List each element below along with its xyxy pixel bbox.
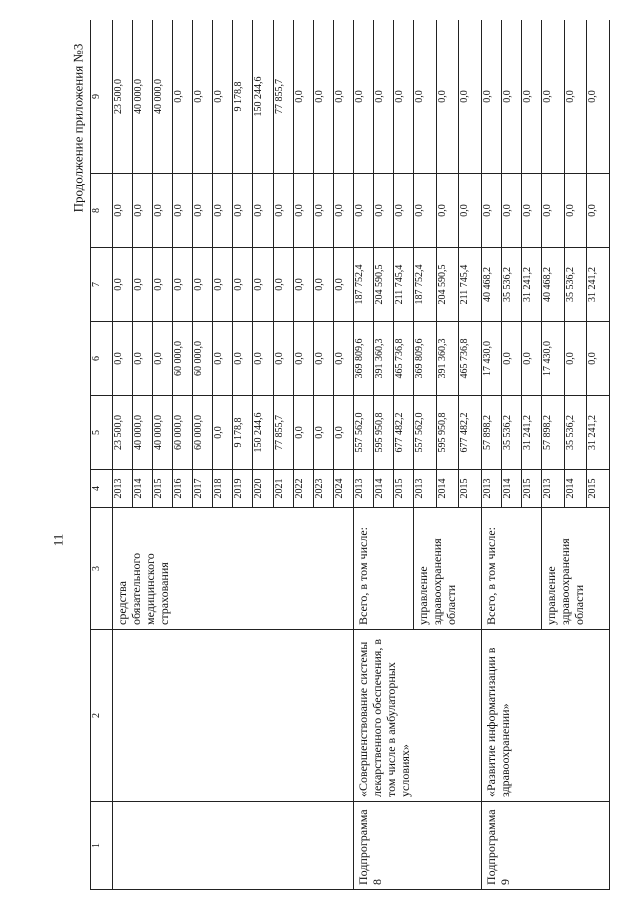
- amount-cell: 0,0: [333, 174, 353, 248]
- year-cell: 2014: [564, 470, 587, 508]
- year-cell: 2018: [213, 470, 233, 508]
- year-cell: 2014: [436, 470, 459, 508]
- amount-cell: 0,0: [564, 322, 587, 396]
- funding-source-cell: Всего, в том числе:: [354, 508, 414, 630]
- amount-cell: 391 360,3: [436, 322, 459, 396]
- header-row: [91, 20, 113, 890]
- amount-cell: 0,0: [273, 248, 293, 322]
- amount-cell: 0,0: [132, 248, 152, 322]
- continuation-title: Продолжение приложения №3: [70, 43, 86, 213]
- page-number: 11: [50, 533, 66, 547]
- amount-cell: 369 809,6: [414, 322, 437, 396]
- amount-cell: 0,0: [587, 174, 610, 248]
- amount-cell: 0,0: [394, 174, 414, 248]
- amount-cell: 0,0: [436, 174, 459, 248]
- program-code-cell: Подпрограмма 9: [481, 802, 609, 890]
- amount-cell: 35 536,2: [564, 248, 587, 322]
- amount-cell: 0,0: [112, 322, 132, 396]
- amount-cell: 0,0: [564, 20, 587, 174]
- program-code-cell: Подпрограмма 8: [354, 802, 482, 890]
- table-body: [91, 20, 610, 890]
- year-cell: 2013: [414, 470, 437, 508]
- amount-cell: 557 562,0: [414, 396, 437, 470]
- amount-cell: 0,0: [459, 174, 482, 248]
- amount-cell: 0,0: [112, 248, 132, 322]
- year-cell: 2014: [374, 470, 394, 508]
- amount-cell: 0,0: [213, 396, 233, 470]
- amount-cell: 0,0: [481, 20, 501, 174]
- amount-cell: 0,0: [112, 174, 132, 248]
- table-row: [354, 20, 374, 890]
- column-header: 7: [91, 248, 113, 322]
- year-cell: 2024: [333, 470, 353, 508]
- amount-cell: 0,0: [333, 248, 353, 322]
- amount-cell: 0,0: [172, 20, 192, 174]
- amount-cell: 0,0: [333, 322, 353, 396]
- amount-cell: 0,0: [502, 174, 522, 248]
- table-row: [481, 20, 501, 890]
- amount-cell: 0,0: [193, 20, 213, 174]
- program-name-cell: [112, 630, 354, 802]
- amount-cell: 0,0: [253, 322, 273, 396]
- amount-cell: 0,0: [172, 174, 192, 248]
- amount-cell: 77 855,7: [273, 20, 293, 174]
- amount-cell: 0,0: [522, 322, 542, 396]
- program-name-cell: «Развитие информатизации в здравоохранении»: [481, 630, 609, 802]
- amount-cell: 0,0: [313, 396, 333, 470]
- amount-cell: 77 855,7: [273, 396, 293, 470]
- amount-cell: 211 745,4: [394, 248, 414, 322]
- amount-cell: 0,0: [233, 248, 253, 322]
- amount-cell: 31 241,2: [587, 248, 610, 322]
- funding-source-cell: средства обязательного медицинского страхования: [112, 508, 354, 630]
- year-cell: 2013: [112, 470, 132, 508]
- amount-cell: 0,0: [293, 174, 313, 248]
- amount-cell: 211 745,4: [459, 248, 482, 322]
- amount-cell: 0,0: [233, 174, 253, 248]
- amount-cell: 0,0: [587, 20, 610, 174]
- amount-cell: 40 000,0: [152, 396, 172, 470]
- amount-cell: 391 360,3: [374, 322, 394, 396]
- amount-cell: 677 482,2: [459, 396, 482, 470]
- amount-cell: 0,0: [394, 20, 414, 174]
- amount-cell: 595 950,8: [374, 396, 394, 470]
- amount-cell: 9 178,8: [233, 396, 253, 470]
- amount-cell: 0,0: [213, 248, 233, 322]
- amount-cell: 595 950,8: [436, 396, 459, 470]
- year-cell: 2013: [354, 470, 374, 508]
- amount-cell: 0,0: [374, 20, 394, 174]
- amount-cell: 0,0: [172, 248, 192, 322]
- amount-cell: 0,0: [313, 322, 333, 396]
- year-cell: 2015: [394, 470, 414, 508]
- amount-cell: 60 000,0: [193, 396, 213, 470]
- budget-table: [90, 20, 610, 890]
- amount-cell: 0,0: [374, 174, 394, 248]
- amount-cell: 31 241,2: [522, 248, 542, 322]
- amount-cell: 60 000,0: [193, 322, 213, 396]
- amount-cell: 0,0: [293, 248, 313, 322]
- amount-cell: 35 536,2: [564, 396, 587, 470]
- amount-cell: 60 000,0: [172, 322, 192, 396]
- amount-cell: 0,0: [502, 322, 522, 396]
- amount-cell: 0,0: [313, 20, 333, 174]
- amount-cell: 187 752,4: [354, 248, 374, 322]
- amount-cell: 0,0: [193, 248, 213, 322]
- amount-cell: 0,0: [152, 322, 172, 396]
- amount-cell: 150 244,6: [253, 20, 273, 174]
- funding-source-cell: управление здравоохранения области: [414, 508, 482, 630]
- amount-cell: 0,0: [293, 322, 313, 396]
- amount-cell: 0,0: [193, 174, 213, 248]
- amount-cell: 35 536,2: [502, 248, 522, 322]
- amount-cell: 677 482,2: [394, 396, 414, 470]
- table-row: [112, 20, 132, 890]
- column-header: 4: [91, 470, 113, 508]
- amount-cell: 0,0: [414, 174, 437, 248]
- amount-cell: 35 536,2: [502, 396, 522, 470]
- amount-cell: 187 752,4: [414, 248, 437, 322]
- amount-cell: 465 736,8: [394, 322, 414, 396]
- amount-cell: 40 000,0: [152, 20, 172, 174]
- amount-cell: 557 562,0: [354, 396, 374, 470]
- amount-cell: 57 898,2: [542, 396, 565, 470]
- amount-cell: 369 809,6: [354, 322, 374, 396]
- amount-cell: 60 000,0: [172, 396, 192, 470]
- amount-cell: 0,0: [564, 174, 587, 248]
- amount-cell: 0,0: [233, 322, 253, 396]
- amount-cell: 0,0: [459, 20, 482, 174]
- year-cell: 2013: [481, 470, 501, 508]
- amount-cell: 150 244,6: [253, 396, 273, 470]
- amount-cell: 0,0: [333, 396, 353, 470]
- amount-cell: 23 500,0: [112, 20, 132, 174]
- column-header: 2: [91, 630, 113, 802]
- amount-cell: 0,0: [253, 248, 273, 322]
- year-cell: 2015: [587, 470, 610, 508]
- amount-cell: 9 178,8: [233, 20, 253, 174]
- funding-source-cell: управление здравоохранения области: [542, 508, 610, 630]
- amount-cell: 0,0: [436, 20, 459, 174]
- amount-cell: 0,0: [354, 20, 374, 174]
- amount-cell: 0,0: [213, 20, 233, 174]
- program-code-cell: [112, 802, 354, 890]
- amount-cell: 0,0: [313, 248, 333, 322]
- amount-cell: 0,0: [414, 20, 437, 174]
- amount-cell: 0,0: [273, 322, 293, 396]
- amount-cell: 0,0: [152, 174, 172, 248]
- column-header: 6: [91, 322, 113, 396]
- amount-cell: 0,0: [132, 322, 152, 396]
- amount-cell: 0,0: [313, 174, 333, 248]
- year-cell: 2015: [459, 470, 482, 508]
- amount-cell: 0,0: [213, 174, 233, 248]
- amount-cell: 40 000,0: [132, 20, 152, 174]
- amount-cell: 0,0: [273, 174, 293, 248]
- year-cell: 2016: [172, 470, 192, 508]
- amount-cell: 0,0: [587, 322, 610, 396]
- amount-cell: 204 590,5: [374, 248, 394, 322]
- amount-cell: 31 241,2: [522, 396, 542, 470]
- amount-cell: 0,0: [354, 174, 374, 248]
- budget-table-container: [90, 20, 610, 890]
- amount-cell: 0,0: [213, 322, 233, 396]
- amount-cell: 0,0: [481, 174, 501, 248]
- year-cell: 2014: [502, 470, 522, 508]
- amount-cell: 40 468,2: [542, 248, 565, 322]
- amount-cell: 0,0: [293, 396, 313, 470]
- year-cell: 2014: [132, 470, 152, 508]
- amount-cell: 40 000,0: [132, 396, 152, 470]
- amount-cell: 0,0: [502, 20, 522, 174]
- year-cell: 2015: [522, 470, 542, 508]
- amount-cell: 0,0: [152, 248, 172, 322]
- column-header: 8: [91, 174, 113, 248]
- amount-cell: 31 241,2: [587, 396, 610, 470]
- amount-cell: 0,0: [253, 174, 273, 248]
- year-cell: 2015: [152, 470, 172, 508]
- amount-cell: 0,0: [333, 20, 353, 174]
- year-cell: 2023: [313, 470, 333, 508]
- amount-cell: 0,0: [132, 174, 152, 248]
- amount-cell: 17 430,0: [481, 322, 501, 396]
- column-header: 5: [91, 396, 113, 470]
- amount-cell: 0,0: [522, 174, 542, 248]
- amount-cell: 17 430,0: [542, 322, 565, 396]
- amount-cell: 40 468,2: [481, 248, 501, 322]
- year-cell: 2013: [542, 470, 565, 508]
- funding-source-cell: Всего, в том числе:: [481, 508, 541, 630]
- amount-cell: 0,0: [542, 20, 565, 174]
- column-header: 1: [91, 802, 113, 890]
- amount-cell: 0,0: [522, 20, 542, 174]
- amount-cell: 465 736,8: [459, 322, 482, 396]
- column-header: 3: [91, 508, 113, 630]
- amount-cell: 204 590,5: [436, 248, 459, 322]
- year-cell: 2017: [193, 470, 213, 508]
- amount-cell: 57 898,2: [481, 396, 501, 470]
- year-cell: 2021: [273, 470, 293, 508]
- year-cell: 2020: [253, 470, 273, 508]
- amount-cell: 0,0: [542, 174, 565, 248]
- column-header: 9: [91, 20, 113, 174]
- year-cell: 2019: [233, 470, 253, 508]
- program-name-cell: «Совершенствование системы лекарственного обеспечения, в том числе в амбулаторных условиях»: [354, 630, 482, 802]
- rotated-table-frame: [90, 20, 610, 890]
- year-cell: 2022: [293, 470, 313, 508]
- amount-cell: 23 500,0: [112, 396, 132, 470]
- amount-cell: 0,0: [293, 20, 313, 174]
